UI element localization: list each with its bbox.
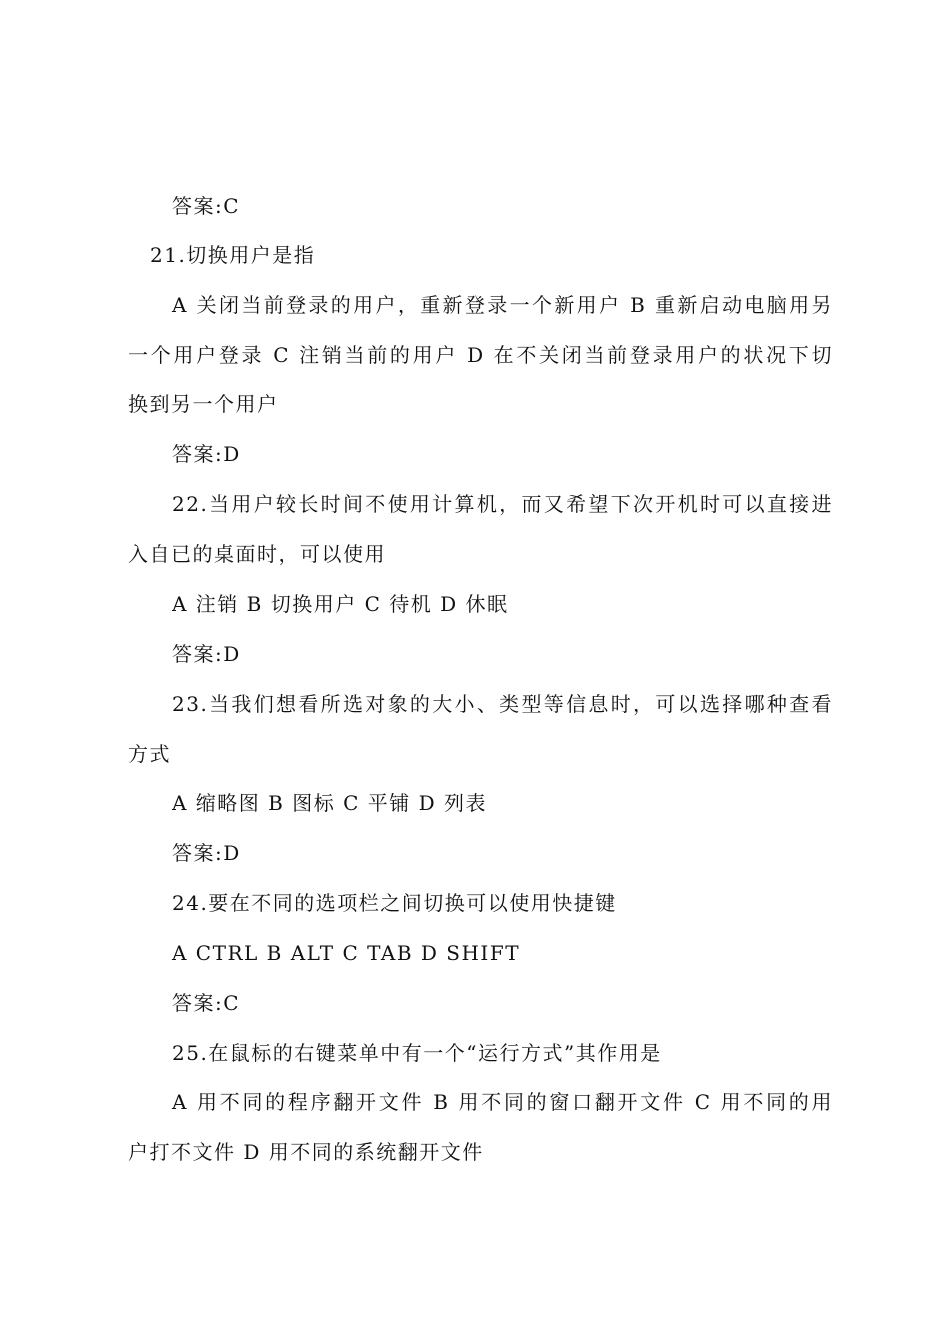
q24-options: A CTRL B ALT C TAB D SHIFT <box>172 941 521 965</box>
question-21: 21.切换用户是指 <box>150 243 316 267</box>
question-23-line1: 23.当我们想看所选对象的大小、类型等信息时，可以选择哪种查看 <box>172 692 833 716</box>
q23-options: A 缩略图 B 图标 C 平铺 D 列表 <box>172 791 487 815</box>
q21-options-line3: 换到另一个用户 <box>128 392 279 416</box>
q22-options: A 注销 B 切换用户 C 待机 D 休眠 <box>172 592 509 616</box>
question-25: 25.在鼠标的右键菜单中有一个“运行方式”其作用是 <box>172 1041 662 1065</box>
question-24: 24.要在不同的选项栏之间切换可以使用快捷键 <box>172 891 617 915</box>
q22-answer: 答案:D <box>172 642 241 666</box>
question-23-line2: 方式 <box>128 742 171 766</box>
q25-options-line1: A 用不同的程序翻开文件 B 用不同的窗口翻开文件 C 用不同的用 <box>172 1090 833 1114</box>
q21-options-line1: A 关闭当前登录的用户，重新登录一个新用户 B 重新启动电脑用另 <box>172 293 833 317</box>
q24-answer: 答案:C <box>172 991 241 1015</box>
q23-answer: 答案:D <box>172 841 241 865</box>
q21-options-line2: 一个用户登录 C 注销当前的用户 D 在不关闭当前登录用户的状况下切 <box>128 343 833 367</box>
answer-prev: 答案:C <box>172 194 241 218</box>
q25-options-line2: 户打不文件 D 用不同的系统翻开文件 <box>128 1140 484 1164</box>
question-22-line2: 入自已的桌面时，可以使用 <box>128 542 386 566</box>
q21-answer: 答案:D <box>172 442 241 466</box>
question-22-line1: 22.当用户较长时间不使用计算机，而又希望下次开机时可以直接进 <box>172 492 833 516</box>
